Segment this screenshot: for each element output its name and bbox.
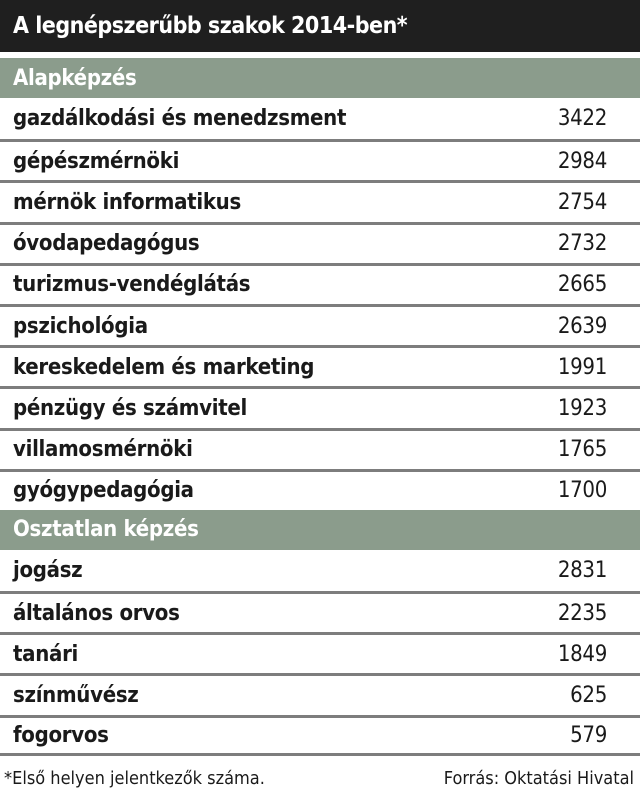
row-name: kereskedelem és marketing <box>13 354 315 380</box>
table-row <box>0 632 640 673</box>
row-name: tanári <box>13 641 79 667</box>
row-value: 1923 <box>557 395 607 421</box>
row-value: 2754 <box>557 189 607 215</box>
footnote: *Első helyen jelentkezők száma. <box>4 767 265 789</box>
table-row <box>0 386 640 427</box>
row-name: óvodapedagógus <box>13 231 200 257</box>
table-row <box>0 98 640 139</box>
table-row <box>0 673 640 714</box>
section-header-osztatlan: Osztatlan képzés <box>0 510 640 550</box>
row-name: gépészmérnöki <box>13 148 180 174</box>
row-value: 2665 <box>557 272 607 298</box>
row-value: 2639 <box>557 313 607 339</box>
row-value: 2732 <box>557 231 607 257</box>
row-name: gyógypedagógia <box>13 478 194 504</box>
table-row <box>0 139 640 180</box>
row-value: 3422 <box>557 106 607 132</box>
table-row <box>0 715 640 756</box>
row-name: gazdálkodási és menedzsment <box>13 106 347 132</box>
row-name: általános orvos <box>13 600 180 626</box>
source-credit: Forrás: Oktatási Hivatal <box>443 767 634 789</box>
row-value: 625 <box>570 683 607 709</box>
row-value: 1991 <box>557 354 607 380</box>
row-name: turizmus-vendéglátás <box>13 272 251 298</box>
table-row <box>0 222 640 263</box>
row-name: fogorvos <box>13 722 109 748</box>
row-value: 1849 <box>557 641 607 667</box>
row-value: 579 <box>570 722 607 748</box>
table-row <box>0 591 640 632</box>
row-value: 1700 <box>557 478 607 504</box>
footer <box>0 756 640 789</box>
row-name: villamosmérnöki <box>13 437 193 463</box>
table-row <box>0 550 640 591</box>
row-name: pszichológia <box>13 313 148 339</box>
row-name: pénzügy és számvitel <box>13 395 247 421</box>
table-row <box>0 345 640 386</box>
table-row <box>0 469 640 510</box>
section-header-alapkepzes: Alapképzés <box>0 58 640 98</box>
row-value: 2235 <box>557 600 607 626</box>
row-name: színművész <box>13 683 139 709</box>
section-rows-alapkepzes <box>0 98 640 510</box>
table-row <box>0 180 640 221</box>
table-row <box>0 263 640 304</box>
table-row <box>0 428 640 469</box>
table-title: A legnépszerűbb szakok 2014-ben* <box>0 0 640 52</box>
section-rows-osztatlan <box>0 550 640 756</box>
row-name: jogász <box>13 557 83 583</box>
row-value: 2831 <box>557 557 607 583</box>
row-value: 1765 <box>557 437 607 463</box>
table-row <box>0 304 640 345</box>
row-name: mérnök informatikus <box>13 189 241 215</box>
row-value: 2984 <box>557 148 607 174</box>
